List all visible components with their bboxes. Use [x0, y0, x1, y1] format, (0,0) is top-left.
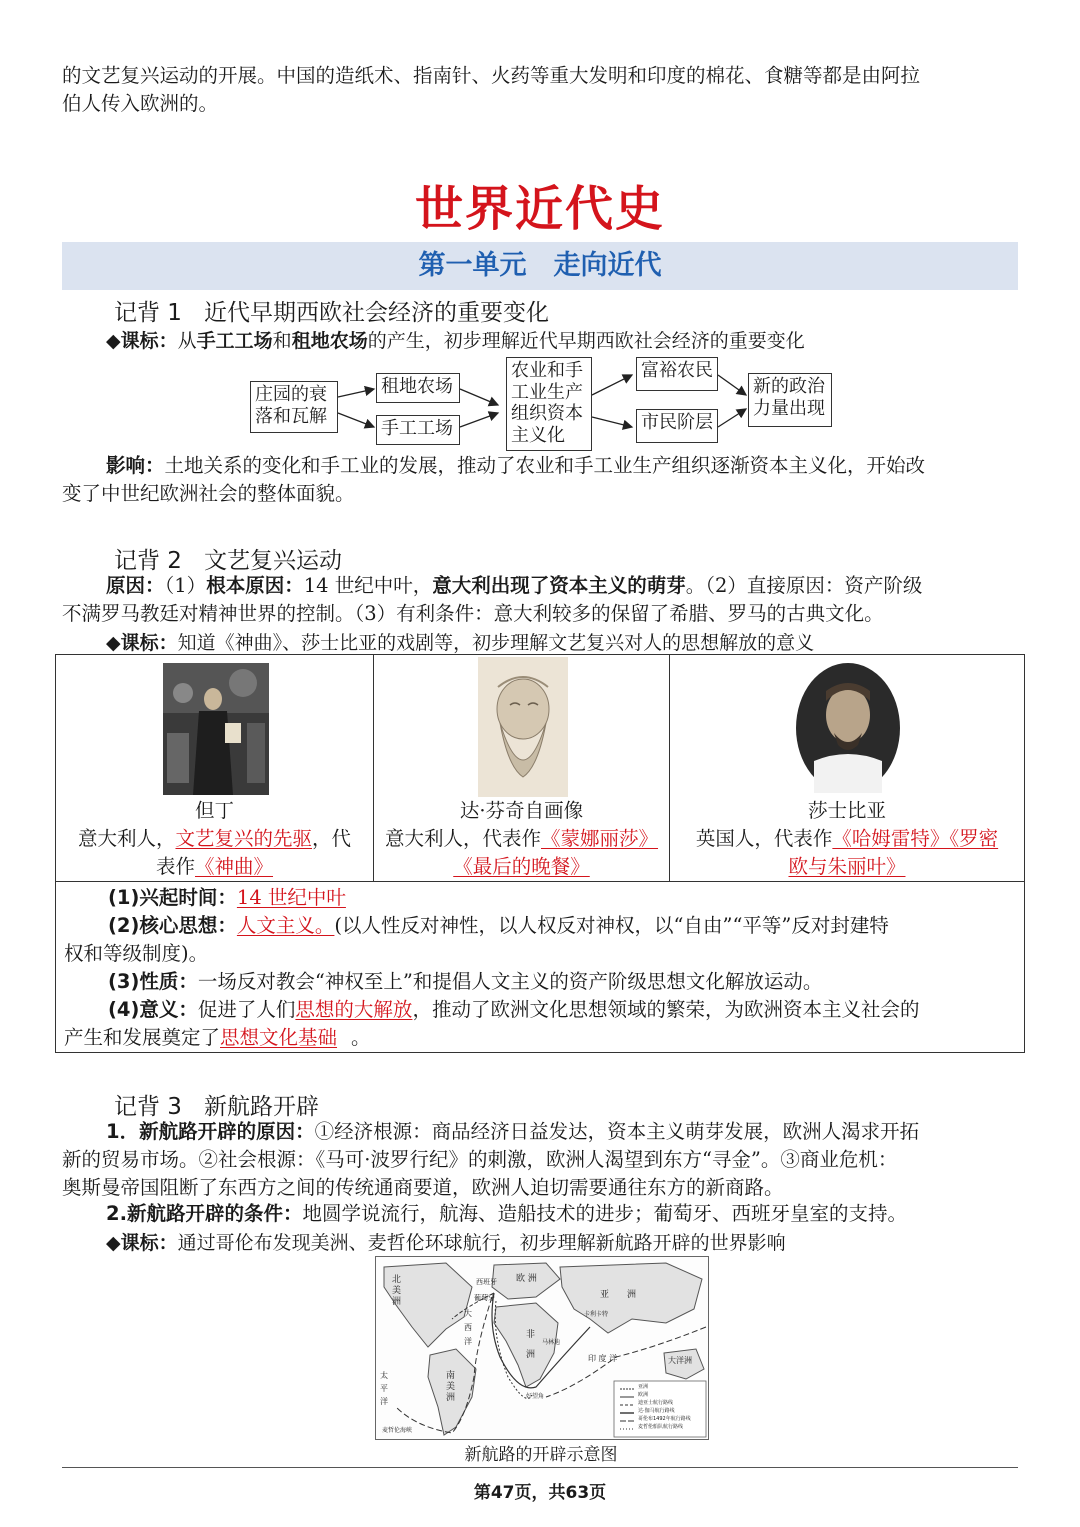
figure-description-line-1: [374, 825, 669, 853]
page-number: 第47页，共63页: [473, 1483, 607, 1503]
standard-text: 的产生，初步理解近代早期西欧社会经济的重要变化: [367, 330, 805, 352]
map-label-africa: [526, 1325, 535, 1365]
legend-item: 哥伦布1492年航行路线: [638, 1416, 691, 1422]
section2-cause-line-1: [106, 572, 922, 600]
figure-highlight: 文艺复兴的先驱: [175, 827, 312, 850]
cause-keyword: 意大利出现了资本主义的萌芽: [432, 574, 686, 597]
cause-label: 1．新航路开辟的原因：: [106, 1120, 315, 1143]
map-char: 洲: [527, 1274, 537, 1284]
map-char: 北: [392, 1275, 402, 1285]
point-label: (1)兴起时间：: [108, 886, 237, 909]
unit-title: 第一单元 走向近代: [62, 242, 1018, 290]
figure-description-line-2: [56, 853, 373, 881]
point-highlight: 14 世纪中叶: [236, 886, 346, 909]
map-label-atlantic: [464, 1307, 472, 1349]
section1-title: 近代早期西欧社会经济的重要变化: [203, 300, 549, 326]
map-char: 洋: [464, 1337, 472, 1346]
section3-cause-line-2: 新的贸易市场。②社会根源：《马可·波罗行纪》的刺激，欧洲人渴望到东方“寻金”。③商业危机：: [62, 1148, 898, 1171]
section2-cause-line-2: 不满罗马教廷对精神世界的控制。（3）有利条件：意大利较多的保留了希腊、罗马的古典文化。: [62, 602, 884, 625]
figure-description-line-1: [56, 825, 373, 853]
point-nature: [108, 968, 822, 996]
dante-portrait-image: [163, 663, 269, 795]
point-text: ，推动了欧洲文化思想领域的繁荣，为欧洲资本主义社会的: [412, 998, 920, 1021]
map-label-south-america: [446, 1371, 455, 1404]
point-text: (以人性反对神性，以人权反对神权，以“自由”“平等”反对封建特: [334, 914, 889, 937]
point-label: (4)意义：: [108, 998, 198, 1021]
figure-text: 表作: [155, 855, 195, 878]
page-title: 世界近代史: [414, 181, 665, 237]
map-label-north-america: [392, 1275, 401, 1308]
map-char: 非: [526, 1330, 536, 1340]
cause-text: ①经济根源：商品经济日益发达，资本主义萌芽发展，欧洲人渴求开拓: [314, 1120, 920, 1143]
figure-highlight: 《蒙娜丽莎》: [541, 827, 659, 850]
map-label-portugal: 葡萄牙: [474, 1294, 495, 1302]
section2-title: 文艺复兴运动: [203, 548, 342, 574]
map-char: 南: [446, 1371, 456, 1381]
map-label-magellan-strait: 麦哲伦海峡: [382, 1427, 413, 1434]
figure-text: 意大利人，: [77, 827, 176, 850]
map-char: 大: [464, 1309, 472, 1318]
legend-item: 欧洲: [638, 1392, 649, 1398]
figure-highlight: 《神曲》: [195, 855, 274, 878]
standard-keyword: 租地农场: [291, 330, 368, 352]
section1-standard: [106, 326, 805, 353]
figure-highlight: 欧与朱丽叶》: [788, 855, 906, 878]
flow-diagram: [248, 355, 838, 455]
shakespeare-portrait-image: [794, 661, 902, 795]
cause-sublabel: 根本原因：: [206, 574, 304, 597]
section1-number: 记背 1: [114, 300, 182, 326]
map-char: 美: [446, 1382, 456, 1392]
impact-label: 影响：: [106, 454, 165, 477]
map-char: 太: [380, 1371, 388, 1380]
figure-description-line-1: [670, 825, 1024, 853]
diamond-bullet-icon: ◆: [106, 1232, 121, 1254]
section3-condition-line: [106, 1200, 907, 1228]
standard-text: 和: [272, 330, 292, 352]
figure-cell-shakespeare: [669, 654, 1025, 882]
section2-standard: [106, 628, 814, 655]
flow-box-rental-farm: 租地农场: [376, 373, 460, 403]
diamond-bullet-icon: ◆: [106, 632, 121, 654]
map-label-oceania: 大洋洲: [668, 1356, 692, 1365]
figure-text: ，代: [312, 827, 352, 850]
map-label-pacific: [380, 1369, 388, 1408]
point-core-idea-line-2: 权和等级制度)。: [64, 942, 209, 965]
flow-box-rich-farmers: 富裕农民: [636, 357, 718, 391]
standard-text: 知道《神曲》、莎士比亚的戏剧等，初步理解文艺复兴对人的思想解放的意义: [177, 632, 815, 654]
cause-text: （1）: [164, 574, 207, 597]
map-char: 洲: [446, 1393, 456, 1403]
figure-cell-dante: [55, 654, 374, 882]
figure-text: 英国人，代表作: [695, 827, 833, 850]
point-core-idea: [108, 912, 889, 940]
figure-highlight: 《最后的晚餐》: [453, 855, 590, 878]
point-highlight: 人文主义。: [236, 914, 335, 937]
map-char: 度: [598, 1354, 607, 1363]
point-text: 一场反对教会“神权至上”和提倡人文主义的资产阶级思想文化解放运动。: [197, 970, 823, 993]
flow-box-capitalization: 农业和手工业生产组织资本主义化: [506, 357, 592, 451]
flow-box-new-power: 新的政治力量出现: [748, 373, 832, 427]
standard-label: 课标：: [120, 1232, 178, 1254]
section1-heading: [114, 294, 549, 327]
section3-title: 新航路开辟: [203, 1094, 319, 1120]
figure-name: 莎士比亚: [807, 799, 886, 822]
section3-standard: [106, 1228, 786, 1255]
map-legend: [638, 1383, 691, 1431]
point-label: (3)性质：: [108, 970, 198, 993]
map-char: 西: [464, 1323, 472, 1332]
map-char: 欧: [516, 1274, 526, 1284]
map-label-europe: [516, 1271, 537, 1284]
section3-cause-line-3: 奥斯曼帝国阻断了东西方之间的传统通商要道，欧洲人迫切需要通往东方的新商路。: [62, 1176, 784, 1199]
figure-name: 达·芬奇自画像: [459, 799, 584, 822]
legend-item: 麦哲伦船队航行路线: [638, 1424, 684, 1430]
flow-box-workshop: 手工工场: [376, 415, 460, 445]
new-routes-map: [375, 1256, 709, 1440]
map-char: 洋: [380, 1397, 388, 1406]
renaissance-points-box: [55, 881, 1025, 1053]
legend-item: 迪亚士航行路线: [638, 1400, 674, 1406]
point-significance: [108, 996, 919, 1024]
condition-text: 地圆学说流行，航海、造船技术的进步；葡萄牙、西班牙皇室的支持。: [302, 1202, 907, 1225]
figure-description-line-2: [374, 853, 669, 881]
point-rise-time: [108, 884, 346, 912]
figure-cell-davinci: [373, 654, 670, 882]
standard-label: 课标：: [120, 632, 178, 654]
legend-item: 达·伽马航行路线: [638, 1408, 675, 1414]
point-label: (2)核心思想：: [108, 914, 237, 937]
map-label-indian-ocean: [588, 1353, 617, 1364]
standard-text: 通过哥伦布发现美洲、麦哲伦环球航行，初步理解新航路开辟的世界影响: [177, 1232, 786, 1254]
figure-name: 但丁: [194, 799, 234, 822]
figure-highlight: 《哈姆雷特》《罗密: [832, 827, 999, 850]
flow-box-citizens: 市民阶层: [636, 409, 718, 443]
map-char: 洲: [392, 1297, 402, 1307]
footer-divider: [62, 1467, 1018, 1468]
section2-number: 记背 2: [114, 548, 182, 574]
cause-text: 。（2）直接原因：资产阶级: [685, 574, 923, 597]
map-char: 平: [380, 1384, 388, 1393]
map-caption: 新航路的开辟示意图: [464, 1445, 618, 1465]
point-significance-line-2: [64, 1024, 371, 1052]
point-highlight: 思想的大解放: [295, 998, 413, 1021]
condition-label: 2.新航路开辟的条件：: [106, 1202, 303, 1225]
cause-text: 14 世纪中叶，: [303, 574, 433, 597]
standard-keyword: 手工工场: [196, 330, 273, 352]
standard-label: 课标：: [120, 330, 178, 352]
point-text: 促进了人们: [197, 998, 296, 1021]
intro-line-2: 伯人传入欧洲的。: [62, 92, 219, 115]
point-text: 产生和发展奠定了: [64, 1026, 221, 1049]
cause-label: 原因：: [106, 574, 165, 597]
map-label-asia: [600, 1287, 636, 1300]
section1-impact-line-2: 变了中世纪欧洲社会的整体面貌。: [62, 482, 355, 505]
figure-description-line-2: [670, 853, 1024, 881]
section3-cause-line-1: [106, 1118, 919, 1146]
map-char: 美: [392, 1286, 402, 1296]
map-label-malindi: 马林迪: [542, 1339, 561, 1346]
point-highlight: 思想文化基础: [220, 1026, 338, 1049]
point-text: 。: [351, 1026, 371, 1049]
map-label-calicut: 卡利卡特: [584, 1311, 609, 1318]
impact-text: 土地关系的变化和手工业的发展，推动了农业和手工业生产组织逐渐资本主义化，开始改: [164, 454, 926, 477]
legend-item: 亚洲: [638, 1384, 649, 1390]
map-label-cape: 好望角: [526, 1393, 545, 1400]
diamond-bullet-icon: ◆: [106, 330, 121, 352]
davinci-portrait-image: [478, 657, 568, 797]
section2-heading: [114, 542, 342, 575]
figure-text: 意大利人，代表作: [384, 827, 541, 850]
standard-text: 从: [177, 330, 197, 352]
intro-line-1: 的文艺复兴运动的开展。中国的造纸术、指南针、火药等重大发明和印度的棉花、食糖等都是由阿拉: [62, 64, 921, 87]
map-char: 印: [588, 1354, 596, 1363]
section3-number: 记背 3: [114, 1094, 182, 1120]
map-char: 洲: [526, 1350, 536, 1360]
section1-impact-line-1: [106, 452, 925, 480]
map-char: 洲: [627, 1290, 637, 1300]
map-char: 洋: [609, 1354, 618, 1363]
flow-box-manor: 庄园的衰落和瓦解: [250, 381, 338, 433]
map-label-spain: 西班牙: [476, 1278, 497, 1286]
map-char: 亚: [600, 1290, 610, 1300]
section3-heading: [114, 1088, 319, 1121]
